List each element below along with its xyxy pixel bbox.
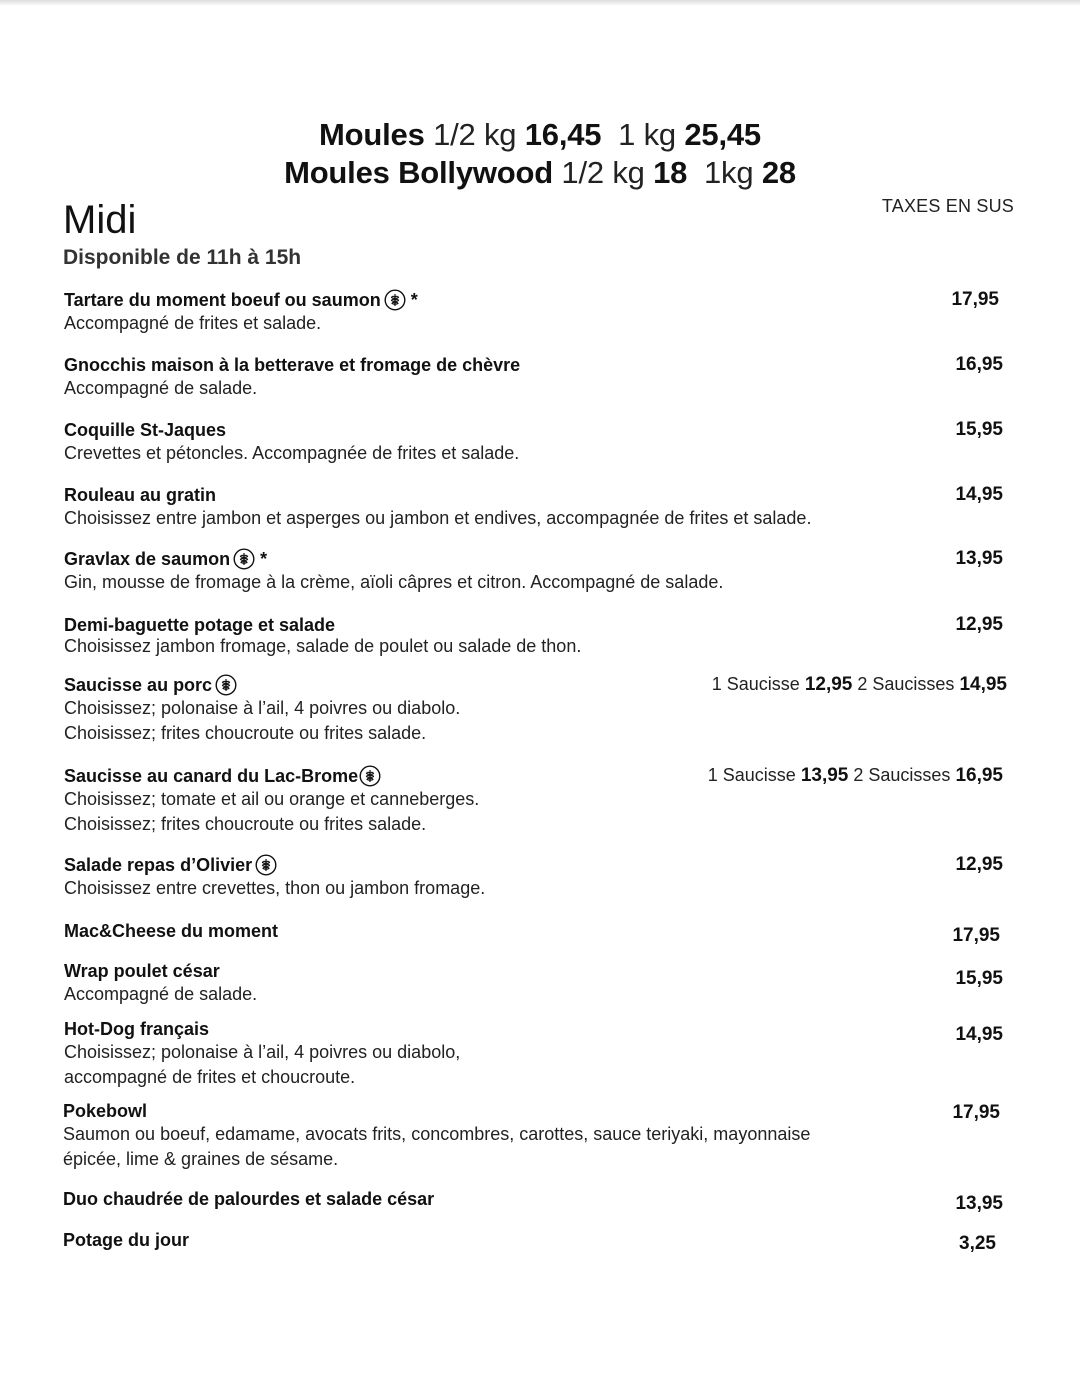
item-description: accompagné de frites et choucroute. bbox=[64, 1067, 356, 1087]
top-shadow-bar bbox=[0, 0, 1080, 6]
item-name-row bbox=[64, 289, 1014, 311]
menu-item bbox=[63, 1100, 1013, 1172]
menu-item bbox=[63, 1229, 1013, 1251]
item-variant-prices bbox=[708, 765, 1003, 787]
moules-qty-full: 1 kg bbox=[618, 117, 676, 152]
item-name-row bbox=[64, 960, 1014, 982]
section-subtitle: Disponible de 11h à 15h bbox=[63, 246, 302, 269]
section-title: Midi bbox=[63, 198, 137, 242]
gluten-free-icon bbox=[359, 765, 381, 787]
item-name-row bbox=[63, 1188, 1013, 1210]
menu-item bbox=[64, 614, 1014, 656]
variant-label-1: 1 Saucisse bbox=[707, 765, 796, 785]
item-description: Choisissez jambon fromage, salade de poulet ou salade de thon. bbox=[64, 636, 582, 656]
item-description: Saumon ou boeuf, edamame, avocats frits, concombres, carottes, sauce teriyaki, mayonnaise bbox=[63, 1124, 811, 1144]
item-name: Coquille St-Jaques bbox=[64, 420, 227, 440]
item-name: Wrap poulet césar bbox=[64, 961, 220, 981]
item-price: 16,95 bbox=[955, 354, 1003, 375]
item-price: 12,95 bbox=[955, 854, 1003, 875]
item-description: Accompagné de salade. bbox=[64, 984, 258, 1004]
item-price: 14,95 bbox=[955, 1024, 1003, 1045]
item-name-row bbox=[64, 419, 1014, 441]
item-description: Choisissez; polonaise à l’ail, 4 poivres ou diabolo. bbox=[64, 698, 461, 718]
variant-price-1: 12,95 bbox=[804, 674, 853, 695]
menu-item bbox=[64, 548, 1014, 595]
moules-bollywood-qty-half: 1/2 kg bbox=[561, 155, 645, 190]
item-price: 13,95 bbox=[955, 1193, 1003, 1214]
moules-bollywood-qty-full: 1kg bbox=[704, 155, 754, 190]
item-description: Choisissez entre crevettes, thon ou jambon fromage. bbox=[64, 878, 486, 898]
item-name: Gravlax de saumon bbox=[64, 549, 231, 569]
item-name: Saucisse au canard du Lac-Brome bbox=[64, 766, 359, 786]
item-name-row bbox=[64, 484, 1014, 506]
taxes-note: TAXES EN SUS bbox=[881, 196, 1014, 216]
item-name-row bbox=[64, 548, 1014, 570]
item-description: Choisissez; frites choucroute ou frites salade. bbox=[64, 723, 427, 743]
moules-price-half: 16,45 bbox=[524, 117, 602, 152]
moules-name: Moules bbox=[319, 117, 425, 152]
item-name-row bbox=[63, 1229, 1013, 1251]
item-description: Choisissez; frites choucroute ou frites salade. bbox=[64, 814, 427, 834]
variant-label-2: 2 Saucisses bbox=[857, 674, 955, 694]
variant-label-1: 1 Saucisse bbox=[711, 674, 800, 694]
menu-item bbox=[64, 960, 1014, 1007]
item-description: Crevettes et pétoncles. Accompagnée de frites et salade. bbox=[64, 443, 520, 463]
item-name: Saucisse au porc bbox=[64, 675, 213, 695]
item-description: Accompagné de salade. bbox=[64, 378, 258, 398]
gluten-free-icon bbox=[233, 548, 255, 570]
item-name: Potage du jour bbox=[63, 1230, 189, 1250]
item-name-row bbox=[64, 614, 1014, 636]
moules-price-line bbox=[0, 117, 1080, 153]
item-name: Pokebowl bbox=[63, 1101, 148, 1121]
moules-bollywood-price-full: 28 bbox=[761, 155, 796, 190]
star-marker: * bbox=[410, 290, 418, 310]
menu-item bbox=[64, 484, 1014, 531]
menu-item bbox=[63, 1188, 1013, 1210]
item-price: 17,95 bbox=[952, 925, 1000, 946]
item-price: 14,95 bbox=[955, 484, 1003, 505]
menu-item bbox=[64, 1018, 1014, 1090]
menu-item bbox=[64, 354, 1014, 401]
item-name: Rouleau au gratin bbox=[64, 485, 217, 505]
moules-bollywood-name: Moules Bollywood bbox=[284, 155, 553, 190]
item-price: 17,95 bbox=[952, 1102, 1000, 1123]
item-name: Demi-baguette potage et salade bbox=[64, 615, 336, 635]
variant-price-2: 14,95 bbox=[959, 674, 1007, 695]
moules-qty-half: 1/2 kg bbox=[433, 117, 517, 152]
item-description: Choisissez; polonaise à l’ail, 4 poivres ou diabolo, bbox=[64, 1042, 461, 1062]
moules-bollywood-price-half: 18 bbox=[653, 155, 688, 190]
item-name-row bbox=[64, 920, 1014, 942]
item-description: Gin, mousse de fromage à la crème, aïoli câpres et citron. Accompagné de salade. bbox=[64, 572, 724, 592]
moules-price-full: 25,45 bbox=[684, 117, 761, 152]
menu-item bbox=[64, 419, 1014, 466]
item-name: Tartare du moment boeuf ou saumon bbox=[64, 290, 381, 310]
item-name: Hot-Dog français bbox=[64, 1019, 210, 1039]
item-price: 17,95 bbox=[951, 289, 999, 310]
variant-label-2: 2 Saucisses bbox=[853, 765, 951, 785]
item-name: Salade repas d’Olivier bbox=[64, 855, 253, 875]
item-description: Choisissez entre jambon et asperges ou jambon et endives, accompagnée de frites et salade. bbox=[64, 508, 812, 528]
menu-item bbox=[64, 854, 1014, 901]
item-variant-prices bbox=[712, 674, 1007, 696]
item-name-row bbox=[64, 354, 1014, 376]
star-marker: * bbox=[260, 549, 268, 569]
variant-price-1: 13,95 bbox=[800, 765, 849, 786]
variant-price-2: 16,95 bbox=[955, 765, 1003, 786]
item-description: Choisissez; tomate et ail ou orange et canneberges. bbox=[64, 789, 480, 809]
gluten-free-icon bbox=[384, 289, 406, 311]
item-price: 13,95 bbox=[955, 548, 1003, 569]
gluten-free-icon bbox=[215, 674, 237, 696]
item-description: Accompagné de frites et salade. bbox=[64, 313, 322, 333]
item-price: 3,25 bbox=[959, 1233, 996, 1254]
item-name-row bbox=[64, 1018, 1014, 1040]
item-price: 12,95 bbox=[955, 614, 1003, 635]
item-name-row bbox=[63, 1100, 1013, 1122]
item-description: épicée, lime & graines de sésame. bbox=[63, 1149, 339, 1169]
gluten-free-icon bbox=[255, 854, 277, 876]
menu-item bbox=[64, 289, 1014, 336]
item-name-row bbox=[64, 854, 1014, 876]
item-name: Gnocchis maison à la betterave et fromage de chèvre bbox=[64, 355, 521, 375]
item-price: 15,95 bbox=[955, 968, 1003, 989]
item-price: 15,95 bbox=[955, 419, 1003, 440]
menu-item bbox=[64, 920, 1014, 942]
moules-bollywood-price-line bbox=[0, 155, 1080, 191]
item-name: Duo chaudrée de palourdes et salade césar bbox=[63, 1189, 435, 1209]
item-name: Mac&Cheese du moment bbox=[64, 921, 279, 941]
